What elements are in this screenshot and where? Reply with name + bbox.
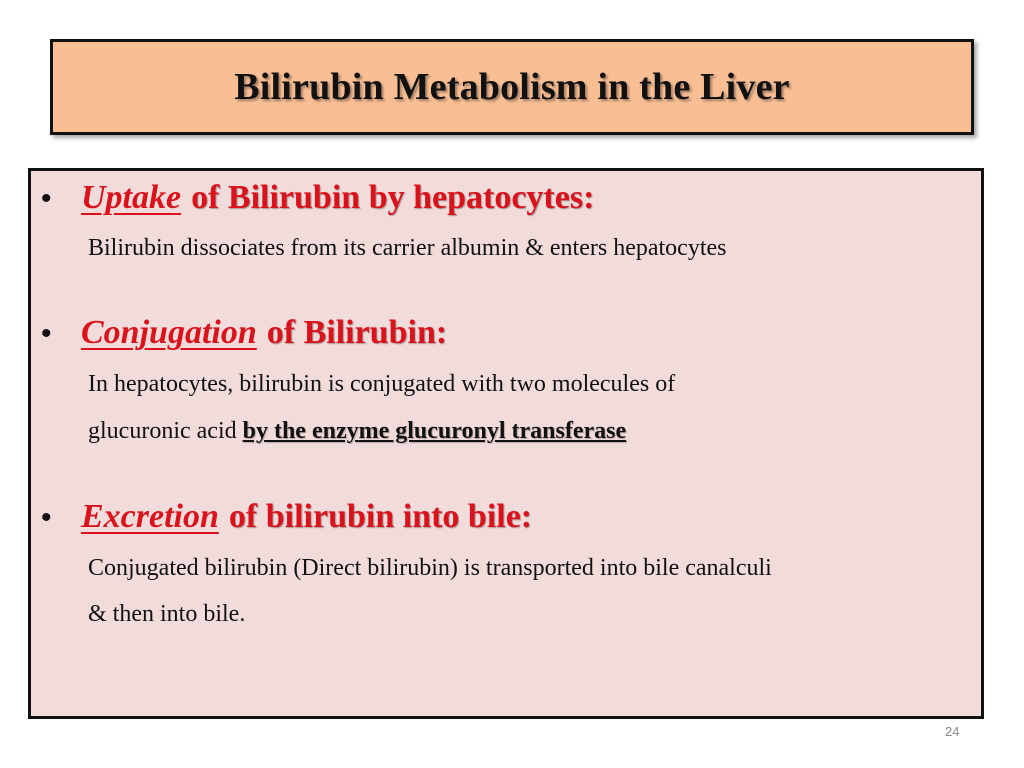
- bullet-icon: •: [41, 501, 52, 534]
- page-number: 24: [945, 724, 960, 739]
- conjugation-heading: [41, 314, 447, 352]
- conjugation-keyword: Conjugation: [81, 314, 257, 351]
- uptake-keyword: Uptake: [81, 179, 182, 216]
- excretion-text-line-1: Conjugated bilirubin (Direct bilirubin) is transported into bile canalculi: [88, 555, 772, 581]
- excretion-heading: [41, 498, 532, 536]
- uptake-heading: [41, 179, 594, 217]
- conjugation-text-line-2: [88, 418, 626, 445]
- excretion-keyword: Excretion: [81, 498, 219, 535]
- uptake-text: Bilirubin dissociates from its carrier albumin & enters hepatocytes: [88, 235, 727, 261]
- content-panel: [28, 168, 984, 719]
- bullet-icon: •: [41, 317, 52, 350]
- slide-title: Bilirubin Metabolism in the Liver: [234, 66, 790, 108]
- conjugation-heading-text: of Bilirubin:: [266, 314, 448, 351]
- conjugation-text-line-1: In hepatocytes, bilirubin is conjugated with two molecules of: [88, 371, 676, 397]
- enzyme-emphasis: by the enzyme glucuronyl transferase: [242, 418, 627, 444]
- conjugation-text-plain: glucuronic acid: [88, 418, 237, 444]
- excretion-text-line-2: & then into bile.: [88, 601, 246, 627]
- uptake-heading-text: of Bilirubin by hepatocytes:: [191, 179, 595, 216]
- bullet-icon: •: [41, 182, 52, 215]
- title-banner: [50, 39, 974, 135]
- excretion-heading-text: of bilirubin into bile:: [228, 498, 533, 535]
